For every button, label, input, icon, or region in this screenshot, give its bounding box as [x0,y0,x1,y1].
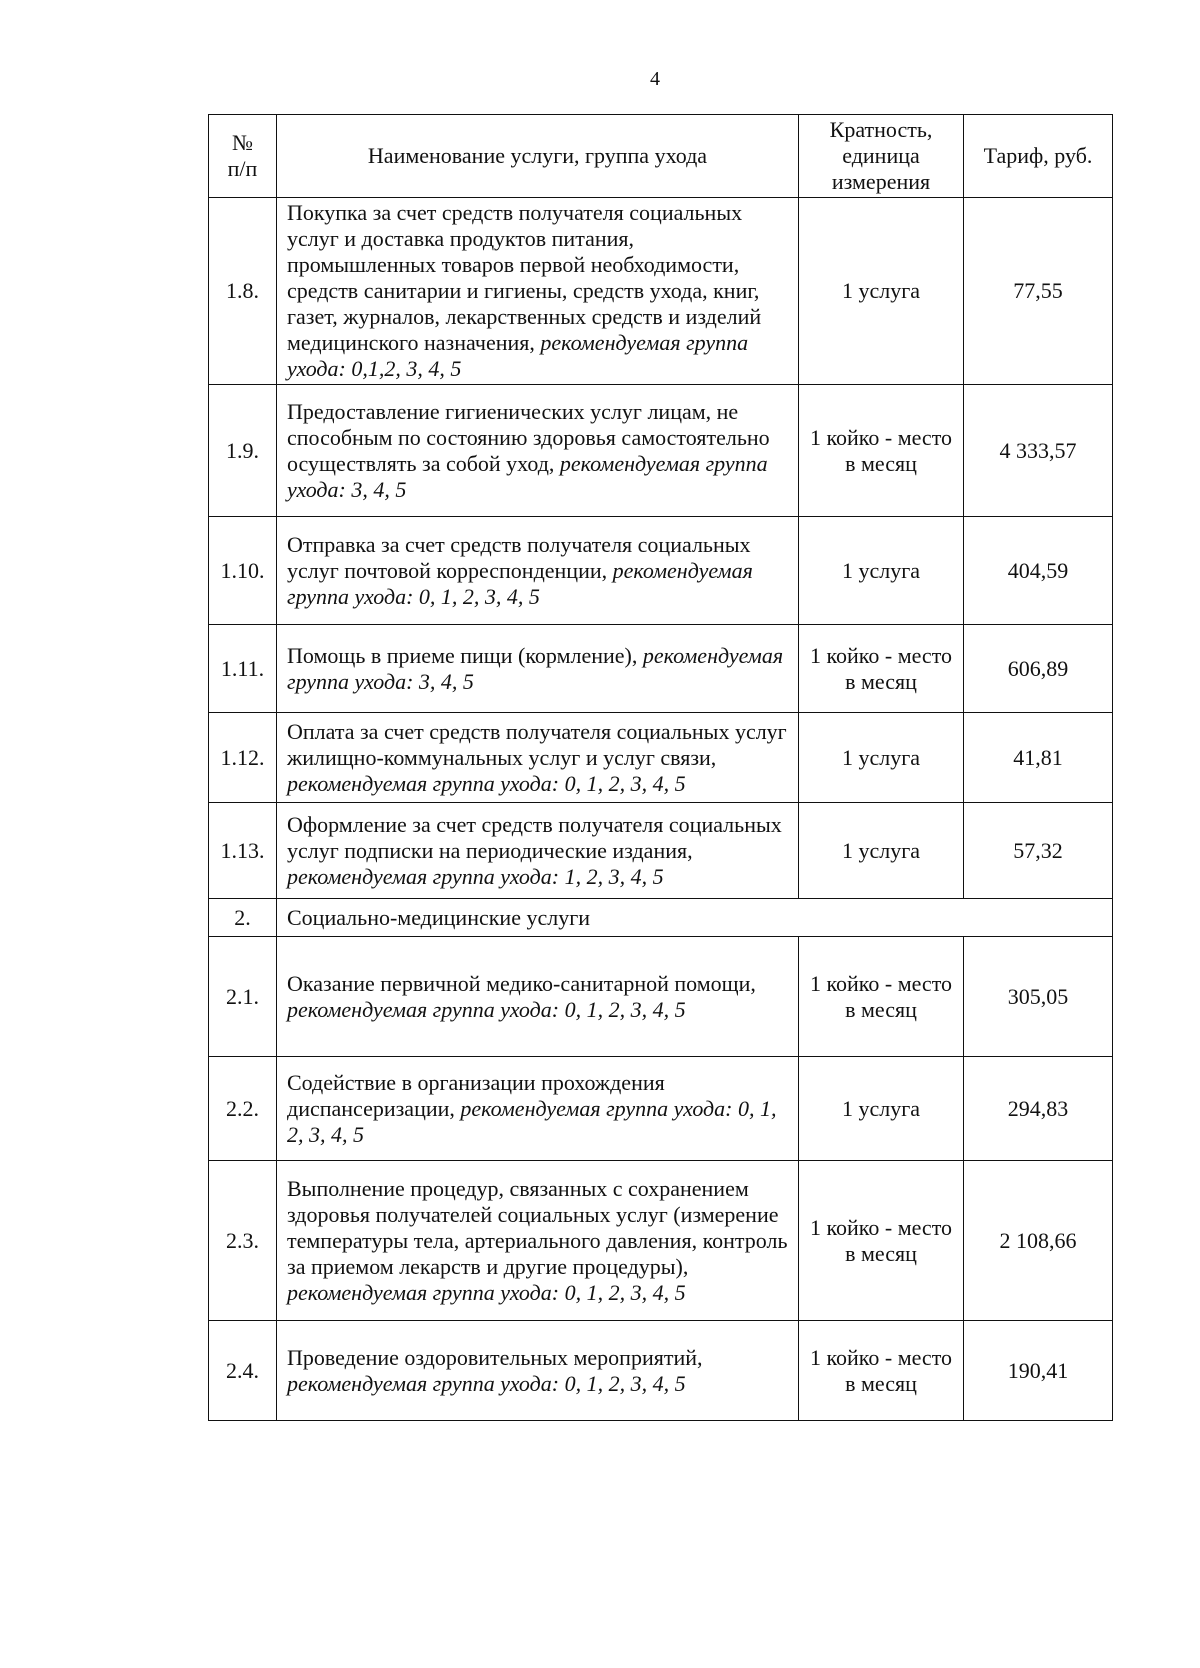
row-tariff: 190,41 [964,1321,1113,1421]
row-service-name: Содействие в организации прохождения диспансеризации, рекомендуемая группа ухода: 0, 1, 2, 3, 4, 5 [277,1057,799,1161]
header-unit: Кратность, единица измерения [799,115,964,198]
header-tariff: Тариф, руб. [964,115,1113,198]
row-unit: 1 услуга [799,517,964,625]
row-tariff: 57,32 [964,803,1113,899]
row-care-group: рекомендуемая группа ухода: 3, 4, 5 [287,642,784,694]
row-unit: 1 койко - место в месяц [799,1161,964,1321]
row-number: 1.13. [209,803,277,899]
row-care-group: рекомендуемая группа ухода: 0, 1, 2, 3, 4, 5 [287,557,753,609]
table-row [209,937,1113,1057]
row-care-group: рекомендуемая группа ухода: 0,1,2, 3, 4, 5 [287,330,749,381]
row-service-name: Выполнение процедур, связанных с сохранением здоровья получателей социальных услуг (измерение температуры тела, артериального давления, контроль за приемом лекарств и другие процедуры), рекомендуемая группа ухода: 0, 1, 2, 3, 4, 5 [277,1161,799,1321]
table-row [209,803,1113,899]
row-service-name: Проведение оздоровительных мероприятий, рекомендуемая группа ухода: 0, 1, 2, 3, 4, 5 [277,1321,799,1421]
row-tariff: 305,05 [964,937,1113,1057]
row-number: 1.9. [209,385,277,517]
row-unit: 1 койко - место в месяц [799,385,964,517]
row-care-group: рекомендуемая группа ухода: 0, 1, 2, 3, 4, 5 [287,1370,686,1396]
row-number: 1.10. [209,517,277,625]
row-care-group: рекомендуемая группа ухода: 3, 4, 5 [287,450,768,502]
table-row [209,625,1113,713]
row-care-group: рекомендуемая группа ухода: 0, 1, 2, 3, 4, 5 [287,1095,777,1147]
row-tariff: 404,59 [964,517,1113,625]
row-service-name: Помощь в приеме пищи (кормление), рекомендуемая группа ухода: 3, 4, 5 [277,625,799,713]
header-number: № п/п [209,115,277,198]
row-care-group: рекомендуемая группа ухода: 1, 2, 3, 4, 5 [287,863,664,889]
row-tariff: 2 108,66 [964,1161,1113,1321]
row-number: 1.11. [209,625,277,713]
row-service-name: Оказание первичной медико-санитарной помощи, рекомендуемая группа ухода: 0, 1, 2, 3, 4, 5 [277,937,799,1057]
row-unit: 1 услуга [799,713,964,803]
row-tariff: 606,89 [964,625,1113,713]
row-care-group: рекомендуемая группа ухода: 0, 1, 2, 3, 4, 5 [287,1279,686,1305]
table-header-row [209,115,1113,198]
row-tariff: 41,81 [964,713,1113,803]
row-service-name: Отправка за счет средств получателя социальных услуг почтовой корреспонденции, рекомендуемая группа ухода: 0, 1, 2, 3, 4, 5 [277,517,799,625]
row-care-group: рекомендуемая группа ухода: 0, 1, 2, 3, 4, 5 [287,996,686,1022]
row-care-group: рекомендуемая группа ухода: 0, 1, 2, 3, 4, 5 [287,770,686,796]
row-number: 1.8. [209,198,277,385]
row-tariff: 4 333,57 [964,385,1113,517]
row-unit: 1 койко - место в месяц [799,625,964,713]
row-unit: 1 услуга [799,198,964,385]
row-service-name: Предоставление гигиенических услуг лицам, не способным по состоянию здоровья самостоятельно осуществлять за собой уход, рекомендуемая группа ухода: 3, 4, 5 [277,385,799,517]
table-row [209,1321,1113,1421]
section-title: Социально-медицинские услуги [277,899,1113,937]
row-tariff: 77,55 [964,198,1113,385]
row-unit: 1 койко - место в месяц [799,937,964,1057]
header-service-name: Наименование услуги, группа ухода [277,115,799,198]
row-number: 2.4. [209,1321,277,1421]
section-row [209,899,1113,937]
row-number: 2.1. [209,937,277,1057]
row-number: 2.2. [209,1057,277,1161]
row-unit: 1 услуга [799,803,964,899]
table-row [209,198,1113,385]
page-number: 4 [650,68,660,90]
services-tariff-table [208,114,1113,1421]
section-number: 2. [209,899,277,937]
table-row [209,1161,1113,1321]
row-tariff: 294,83 [964,1057,1113,1161]
table-row [209,1057,1113,1161]
row-service-name: Оформление за счет средств получателя социальных услуг подписки на периодические издания, рекомендуемая группа ухода: 1, 2, 3, 4, 5 [277,803,799,899]
row-service-name: Покупка за счет средств получателя социальных услуг и доставка продуктов питания, промышленных товаров первой необходимости, средств санитарии и гигиены, средств ухода, книг, газет, журналов, лекарственных средств и изделий медицинского назначения, рекомендуемая группа ухода: 0,1,2, 3, 4, 5 [277,198,799,385]
row-unit: 1 услуга [799,1057,964,1161]
row-number: 2.3. [209,1161,277,1321]
table-row [209,517,1113,625]
row-number: 1.12. [209,713,277,803]
row-unit: 1 койко - место в месяц [799,1321,964,1421]
row-service-name: Оплата за счет средств получателя социальных услуг жилищно-коммунальных услуг и услуг связи, рекомендуемая группа ухода: 0, 1, 2, 3, 4, 5 [277,713,799,803]
table-row [209,385,1113,517]
table-row [209,713,1113,803]
